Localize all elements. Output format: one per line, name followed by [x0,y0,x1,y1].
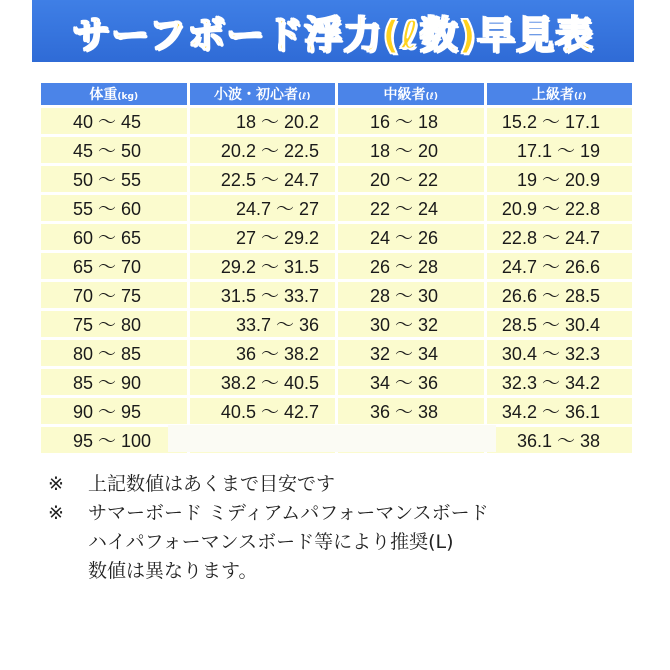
cell-beginner: 36 ～ 38.2 [190,340,336,366]
cell-advanced: 26.6 ～ 28.5 [487,282,633,308]
cell-weight: 70 ～ 75 [41,282,187,308]
table-row [41,311,632,337]
cell-weight: 85 ～ 90 [41,369,187,395]
cell-weight: 55 ～ 60 [41,195,187,221]
cell-intermediate: 22 ～ 24 [338,195,484,221]
table-row [41,108,632,134]
cell-weight: 45 ～ 50 [41,137,187,163]
notes-section [48,470,489,586]
table-row [41,253,632,279]
cell-weight: 80 ～ 85 [41,340,187,366]
cell-weight: 75 ～ 80 [41,311,187,337]
table-row [41,340,632,366]
note-mark: ※ [48,473,64,495]
cell-advanced: 20.9 ～ 22.8 [487,195,633,221]
cell-advanced: 15.2 ～ 17.1 [487,108,633,134]
cell-beginner: 29.2 ～ 31.5 [190,253,336,279]
cell-weight: 90 ～ 95 [41,398,187,424]
cell-advanced: 19 ～ 20.9 [487,166,633,192]
header-intermediate: 中級者(ℓ) [338,83,484,105]
cell-intermediate: 20 ～ 22 [338,166,484,192]
cell-beginner: 31.5 ～ 33.7 [190,282,336,308]
page-title: サーフボード浮力(ℓ数)早見表 [72,12,594,57]
table-row [41,282,632,308]
table-header-row [41,83,632,105]
cell-intermediate: 36 ～ 38 [338,398,484,424]
cell-beginner: 27 ～ 29.2 [190,224,336,250]
cell-intermediate: 28 ～ 30 [338,282,484,308]
table-row [41,166,632,192]
cell-beginner: 20.2 ～ 22.5 [190,137,336,163]
cell-weight: 65 ～ 70 [41,253,187,279]
cell-intermediate: 30 ～ 32 [338,311,484,337]
table-row [41,137,632,163]
cell-intermediate: 32 ～ 34 [338,340,484,366]
cell-advanced: 24.7 ～ 26.6 [487,253,633,279]
cell-advanced: 32.3 ～ 34.2 [487,369,633,395]
cell-advanced: 34.2 ～ 36.1 [487,398,633,424]
note-2-line-3: 数値は異なります。 [88,560,258,582]
note-mark: ※ [48,502,64,524]
cell-advanced: 28.5 ～ 30.4 [487,311,633,337]
buoyancy-table [38,80,635,456]
cell-advanced: 36.1 ～ 38 [487,427,633,453]
cell-beginner: 33.7 ～ 36 [190,311,336,337]
cell-beginner: 22.5 ～ 24.7 [190,166,336,192]
cell-weight: 40 ～ 45 [41,108,187,134]
note-1-text: 上記数値はあくまで目安です [88,473,336,495]
cell-intermediate: 16 ～ 18 [338,108,484,134]
note-1 [48,470,489,499]
table-row [41,195,632,221]
note-2 [48,499,489,528]
cell-intermediate: 34 ～ 36 [338,369,484,395]
cell-intermediate: 24 ～ 26 [338,224,484,250]
cell-intermediate: 18 ～ 20 [338,137,484,163]
note-2-line-2: ハイパフォーマンスボード等により推奨(L) [88,531,454,553]
cell-advanced: 30.4 ～ 32.3 [487,340,633,366]
cell-intermediate: 26 ～ 28 [338,253,484,279]
header-beginner: 小波・初心者(ℓ) [190,83,336,105]
cell-weight: 95 ～ 100 [41,427,187,453]
cell-weight: 60 ～ 65 [41,224,187,250]
cell-weight: 50 ～ 55 [41,166,187,192]
cell-beginner: 18 ～ 20.2 [190,108,336,134]
cell-beginner: 38.2 ～ 40.5 [190,369,336,395]
table-row [41,398,632,424]
cell-advanced: 22.8 ～ 24.7 [487,224,633,250]
header-advanced: 上級者(ℓ) [487,83,633,105]
note-2-line-1: サマーボード ミディアムパフォーマンスボード [88,502,489,524]
cell-beginner: 40.5 ～ 42.7 [190,398,336,424]
header-weight: 体重(kg) [41,83,187,105]
cell-advanced: 17.1 ～ 19 [487,137,633,163]
faint-background-block [168,425,496,452]
table-row [41,224,632,250]
note-2-continued [48,557,489,586]
title-banner [32,0,634,62]
note-2-continued [48,528,489,557]
cell-beginner: 24.7 ～ 27 [190,195,336,221]
table-row [41,369,632,395]
